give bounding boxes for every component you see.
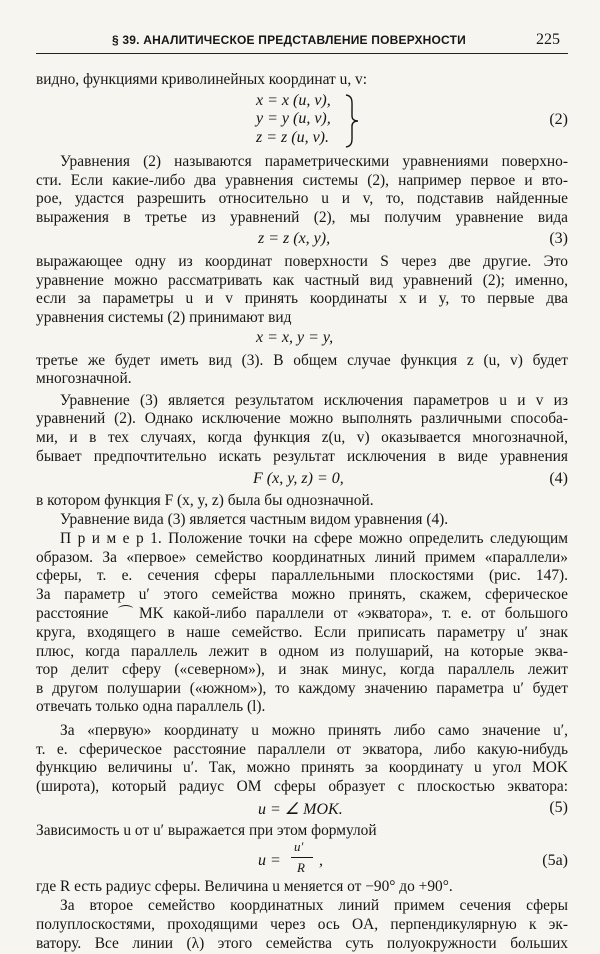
fraction-bar [291, 857, 313, 858]
section-title: § 39. АНАЛИТИЧЕСКОЕ ПРЕДСТАВЛЕНИЕ ПОВЕРХНОСТИ [112, 33, 466, 47]
text-line: плюс, когда параллель лежит в одном из полушарий, на которые эква- [36, 643, 568, 660]
text-line: уравнения системы (2) принимают вид [36, 309, 292, 326]
equation-number: (4) [549, 470, 568, 487]
text-line: круга, входящего в наше семейство. Если приписать параметру u′ знак [36, 624, 568, 641]
equation-5: u = ∠ MOK. [258, 801, 343, 818]
text-line: где R есть радиус сферы. Величина u меняется от −90° до +90°. [36, 878, 453, 895]
text-line: тор делит сферу («северном»), и знак минус, когда параллель лежит [36, 661, 568, 678]
right-brace [343, 94, 361, 148]
text-line: сти. Если какие-либо два уравнения системы (2), например первое и вто- [36, 172, 568, 189]
text-line: в котором функция F (x, y, z) была бы однозначной. [36, 492, 374, 509]
text-line: если за параметры u и v принять координаты x и y, то первые два [36, 290, 568, 307]
example-heading-line: П р и м е р 1. Положение точки на сфере можно определить следующим [60, 530, 568, 547]
text-line: выражения в третье из уравнений (2), мы получим уравнение вида [36, 209, 568, 226]
equation-5a-lhs: u = [258, 852, 281, 869]
fraction-numerator: u′ [294, 839, 304, 854]
text-line: уравнений (2). Однако исключение можно выполнять различными способа- [36, 410, 568, 427]
fraction-denominator: R [297, 860, 305, 875]
text-line: многозначной. [36, 370, 132, 387]
text-line: Уравнение вида (3) является частным видом уравнения (4). [60, 511, 449, 528]
text-line: третье же будет иметь вид (3). В общем случае функция z (u, v) будет [36, 352, 568, 369]
text-line: Уравнения (2) называются параметрическими уравнениями поверхно- [60, 153, 568, 170]
text-line: бывает предпочтительно искать результат исключения в виде уравнения [36, 448, 568, 465]
text-line: т. е. сферическое расстояние параллели от экватора, либо какую-нибудь [36, 741, 568, 758]
text-line: ми, и в тех случаях, когда функция z(u, v) оказывается многозначной, [36, 429, 568, 446]
text-line: За «первую» координату u можно принять либо само значение u′, [60, 722, 568, 739]
text-line: уравнение можно рассматривать как частный вид уравнений (2); именно, [36, 272, 568, 289]
equation-number: (5a) [542, 852, 568, 869]
text-line: выражающее одну из координат поверхности S через две другие. Это [36, 253, 568, 270]
text-line: За второе семейство координатных линий примем сечения сферы [60, 897, 568, 914]
text-line: расстояние ⌒MK какой-либо параллели от «экватора», т. е. от большого [36, 605, 568, 622]
equation-4: F (x, y, z) = 0, [253, 470, 344, 487]
text-line: ватору. Все линии (λ) этого семейства суть полуокружности больших [36, 935, 568, 952]
equation-xy: x = x, y = y, [256, 329, 334, 346]
equation-3: z = z (x, y), [258, 230, 331, 247]
page-number: 225 [536, 31, 560, 48]
text-line: в другом полушарии («южном»), то каждому значению параметра u′ будет [36, 680, 568, 697]
equation-number: (3) [549, 230, 568, 247]
text-line: (широта), который радиус OM сферы образует с плоскостью экватора: [36, 778, 568, 795]
equation-2-x: x = x (u, v), [256, 92, 331, 109]
text-line: рое, удастся разрешить относительно u и v, то, подставив найденные [36, 190, 568, 207]
text-line: образом. За «первое» семейство координатных линий примем «параллели» [36, 549, 568, 566]
text-line: видно, функциями криволинейных координат u, v: [36, 71, 367, 88]
text-line: полуплоскостями, проходящими через ось OA, перпендикулярную к эк- [36, 916, 568, 933]
text-line: сферы, т. е. сечения сферы параллельными плоскостями (рис. 147). [36, 567, 568, 584]
equation-number: (5) [549, 799, 568, 816]
text-line: Зависимость u от u′ выражается при этом формулой [36, 822, 377, 839]
running-header [0, 24, 600, 50]
equation-2-y: y = y (u, v), [256, 110, 331, 127]
text-line: Уравнение (3) является результатом исключения параметров u и v из [60, 392, 568, 409]
header-rule [36, 53, 568, 54]
equation-5a-tail: , [319, 852, 323, 869]
text-line: функцию величины u′. Так, можно принять за координату u угол MOK [36, 759, 568, 776]
text-line: За параметр u′ этого семейства можно принять, скажем, сферическое [36, 586, 568, 603]
equation-2-z: z = z (u, v). [256, 129, 330, 146]
equation-number: (2) [549, 111, 568, 128]
text-line: отвечать только одна параллель (l). [36, 698, 266, 715]
